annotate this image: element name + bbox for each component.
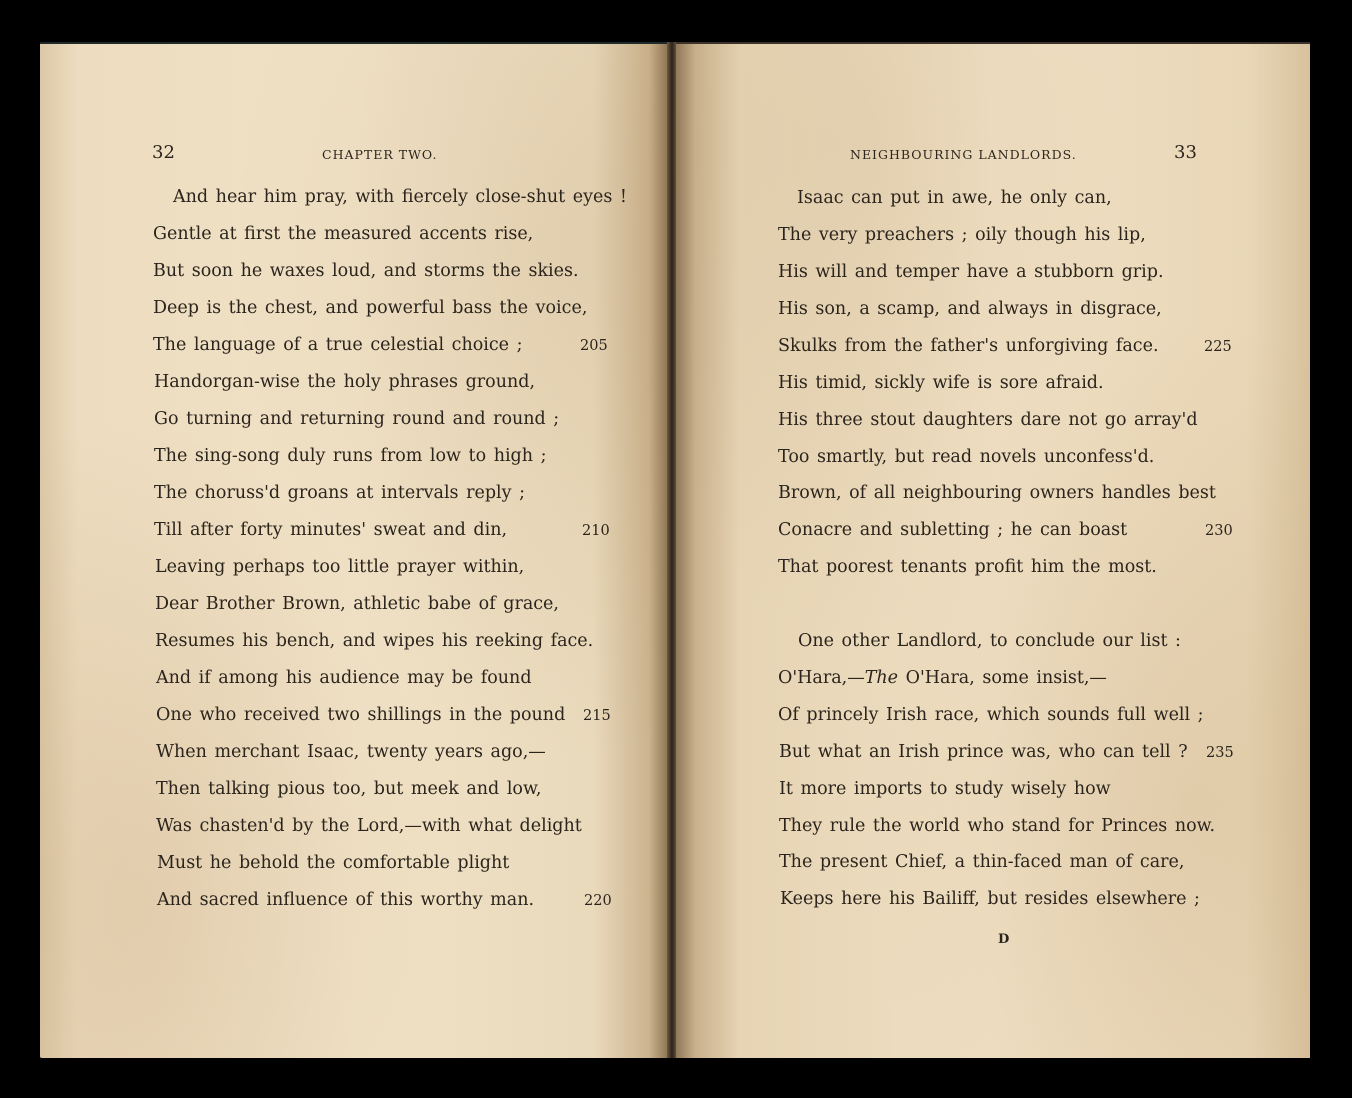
running-head: CHAPTER TWO. [322,147,438,162]
verse-line: The sing-song duly runs from low to high ; [154,446,547,466]
verse-line: Of princely Irish race, which sounds full well ; [778,705,1204,725]
line-number: 230 [1205,523,1233,539]
verse-line: Resumes his bench, and wipes his reeking face. [155,631,594,651]
verse-line: And hear him pray, with fiercely close-shut eyes ! [173,187,627,207]
verse-line: Till after forty minutes' sweat and din, [154,520,508,540]
verse-line: It more imports to study wisely how [779,779,1111,799]
verse-line: But soon he waxes loud, and storms the skies. [153,261,579,281]
verse-line: His timid, sickly wife is sore afraid. [778,373,1104,393]
verse-line: Was chasten'd by the Lord,—with what delight [156,816,582,836]
verse-line: But what an Irish prince was, who can tell ? [779,742,1188,762]
verse-line: Go turning and returning round and round ; [154,409,560,429]
verse-line: One other Landlord, to conclude our list : [798,631,1181,651]
line-number: 205 [580,338,608,354]
verse-line: The choruss'd groans at intervals reply ; [154,483,525,503]
page-number: 32 [152,142,175,163]
line-number: 235 [1206,745,1234,761]
verse-line: Deep is the chest, and powerful bass the voice, [153,298,588,318]
verse-line: And if among his audience may be found [156,668,532,688]
verse-line: Isaac can put in awe, he only can, [797,188,1112,208]
left-page [40,42,668,1058]
verse-line: Gentle at first the measured accents rise, [153,224,534,244]
verse-line: Must he behold the comfortable plight [157,853,510,873]
verse-line: Too smartly, but read novels unconfess'd. [778,447,1155,467]
verse-line: The present Chief, a thin-faced man of care, [779,852,1185,872]
verse-line: Keeps here his Bailiff, but resides elsewhere ; [780,889,1200,909]
verse-line: Brown, of all neighbouring owners handles best [778,483,1216,503]
verse-line: Leaving perhaps too little prayer within, [155,557,525,577]
line-number: 220 [584,893,612,909]
verse-line: The language of a true celestial choice ; [153,335,523,355]
verse-line: The very preachers ; oily though his lip, [778,225,1146,245]
verse-fragment: O'Hara,— [778,668,865,688]
signature-mark: D [998,932,1010,947]
right-page [676,42,1310,1058]
verse-line: When merchant Isaac, twenty years ago,— [156,742,546,762]
verse-line: One who received two shillings in the pound [156,705,566,725]
verse-line: His son, a scamp, and always in disgrace, [778,299,1162,319]
verse-line: That poorest tenants profit him the most. [778,557,1157,577]
verse-line: Skulks from the father's unforgiving face. [778,336,1159,356]
open-book [40,42,1310,1058]
verse-line: His three stout daughters dare not go array'd [778,410,1198,430]
verse-line: They rule the world who stand for Princes now. [779,816,1216,836]
verse-line [778,668,1107,688]
line-number: 215 [583,708,611,724]
verse-line: Handorgan-wise the holy phrases ground, [154,372,536,392]
verse-line: Dear Brother Brown, athletic babe of grace, [155,594,559,614]
verse-line: His will and temper have a stubborn grip. [778,262,1164,282]
verse-line: Conacre and subletting ; he can boast [778,520,1128,540]
page-number: 33 [1174,142,1197,163]
verse-fragment: O'Hara, some insist,— [898,668,1107,688]
line-number: 210 [582,523,610,539]
verse-line: And sacred influence of this worthy man. [157,890,535,910]
verse-line: Then talking pious too, but meek and low, [156,779,542,799]
verse-fragment-italic: The [864,668,899,688]
line-number: 225 [1204,339,1232,355]
running-head: NEIGHBOURING LANDLORDS. [850,147,1077,162]
